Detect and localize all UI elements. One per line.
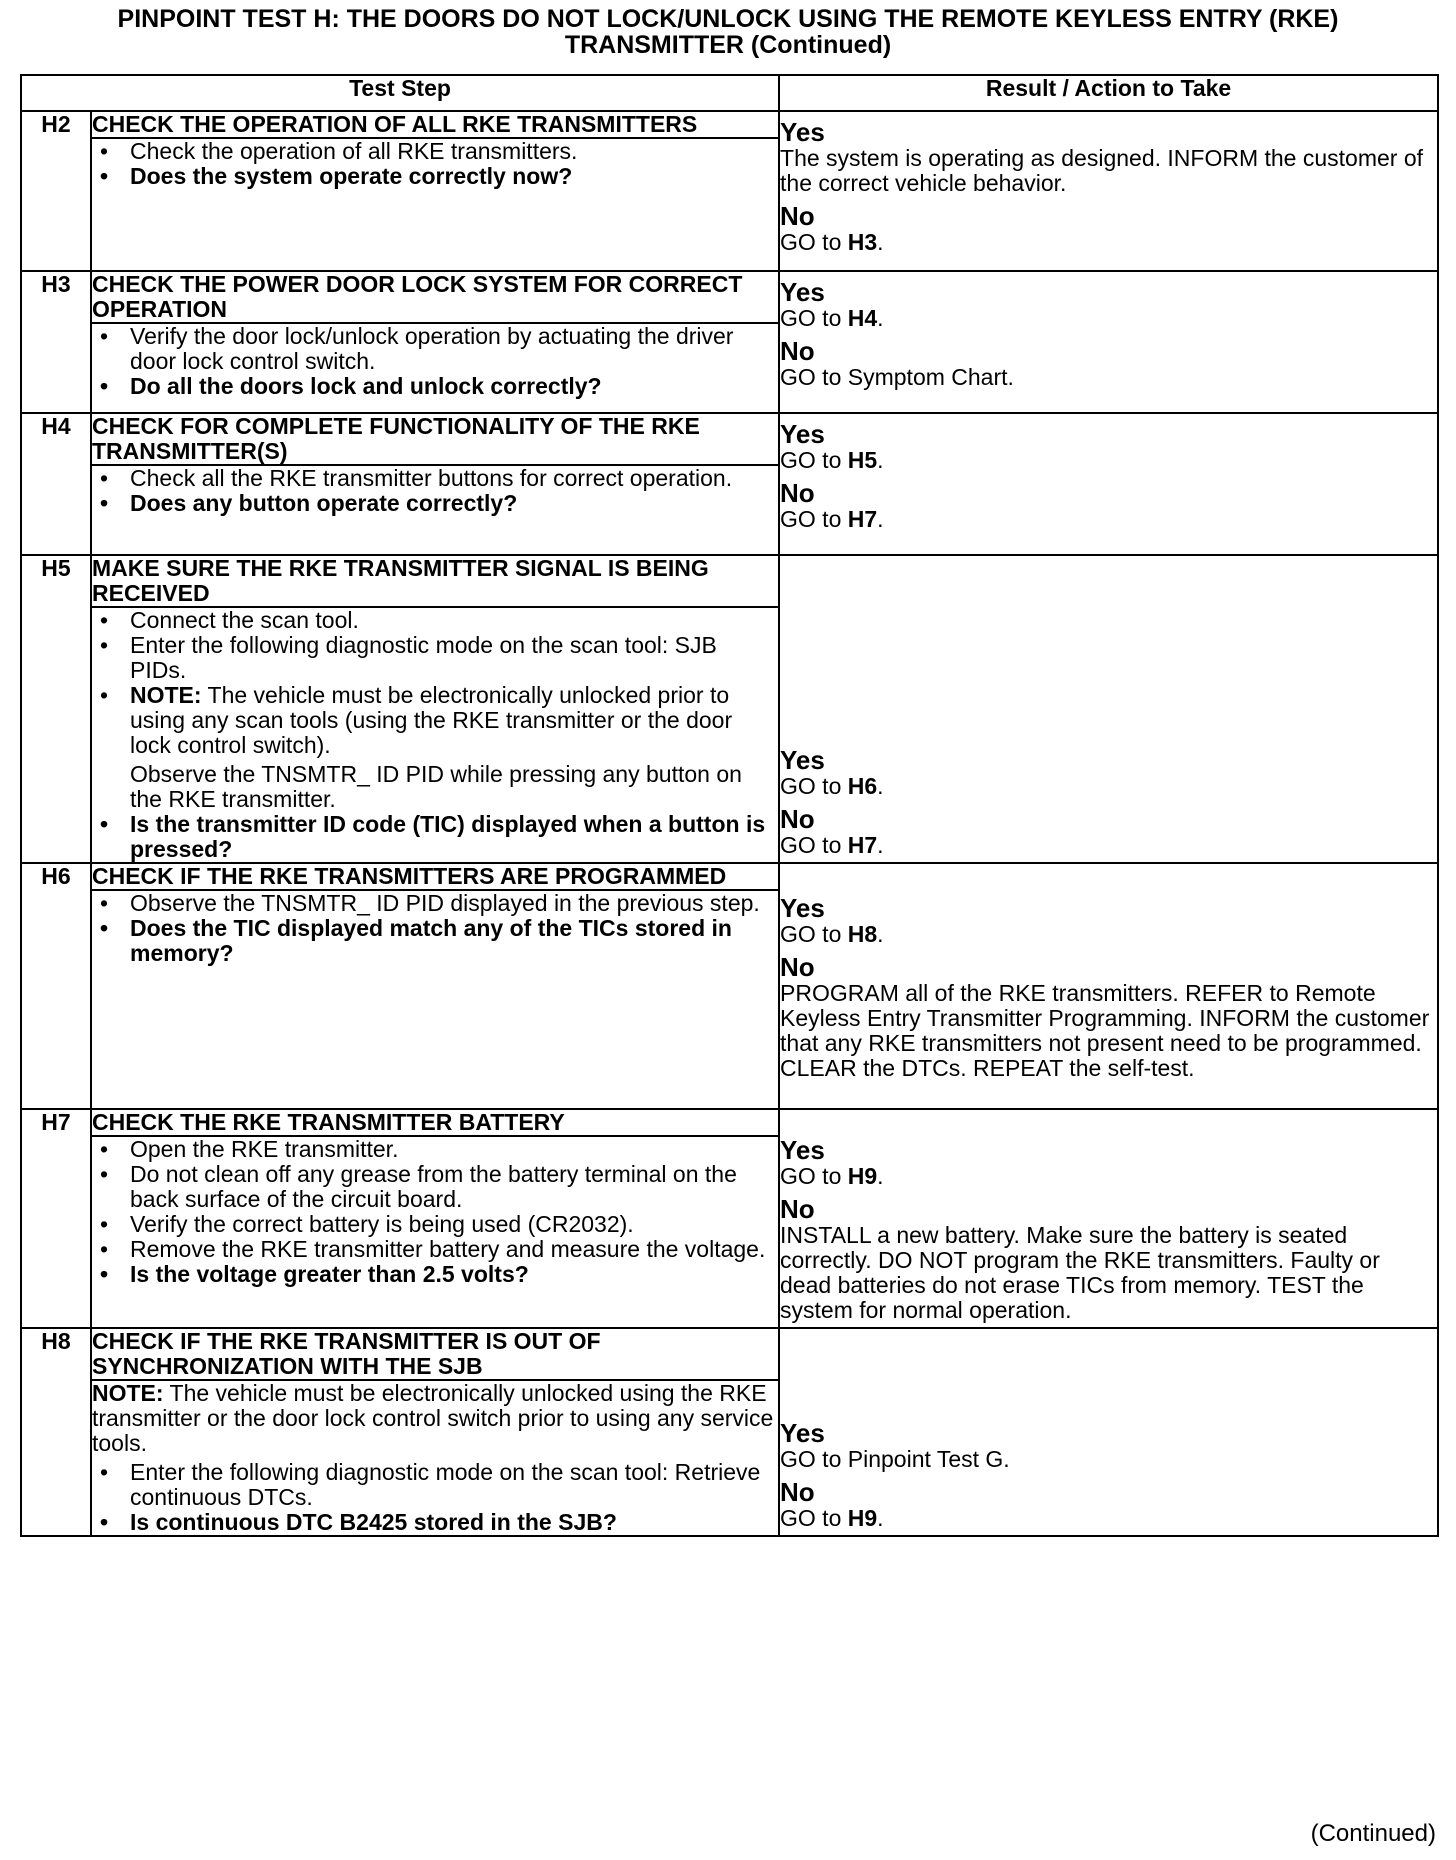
note-text: The vehicle must be electronically unlocked prior to using any scan tools (using the RKE transmitter or the door lock control switch). [130, 682, 733, 758]
title-line-2: TRANSMITTER (Continued) [564, 31, 892, 59]
step-id: H3 [21, 271, 91, 413]
no-action: INSTALL a new battery. Make sure the battery is seated correctly. DO NOT program the RKE transmitters. Faulty or dead batteries do not erase TICs from memory. TEST the system for normal operation. [780, 1222, 1380, 1323]
yes-action: GO to H8. [780, 921, 884, 947]
step-bullet: • Check the operation of all RKE transmitters. [92, 139, 778, 164]
step-bullet: • Enter the following diagnostic mode on the scan tool: SJB PIDs. [92, 633, 778, 683]
no-label: No [780, 1477, 815, 1507]
step-id: H6 [21, 863, 91, 1109]
step-bullet: • Remove the RKE transmitter battery and measure the voltage. [92, 1237, 778, 1262]
no-label: No [780, 952, 815, 982]
continued-footer: (Continued) [1310, 1820, 1436, 1847]
step-title: CHECK THE POWER DOOR LOCK SYSTEM FOR CORRECT OPERATION [91, 271, 779, 323]
step-title: CHECK IF THE RKE TRANSMITTER IS OUT OF SYNCHRONIZATION WITH THE SJB [91, 1328, 779, 1380]
step-bullet: • Enter the following diagnostic mode on the scan tool: Retrieve continuous DTCs. [92, 1460, 778, 1510]
step-reference: H6 [847, 773, 878, 799]
step-reference: H7 [847, 832, 878, 858]
yes-action: GO to H5. [780, 447, 884, 473]
step-reference: H3 [847, 229, 878, 255]
step-h3-result [779, 271, 1438, 413]
step-body [91, 890, 779, 1109]
step-reference: H5 [847, 447, 878, 473]
step-h6-result [779, 863, 1438, 1109]
yes-label: Yes [780, 419, 825, 449]
step-title: CHECK FOR COMPLETE FUNCTIONALITY OF THE RKE TRANSMITTER(S) [91, 413, 779, 465]
note-label: NOTE: [92, 1380, 164, 1406]
step-id: H2 [21, 111, 91, 271]
table-header-row [21, 75, 1438, 111]
no-label: No [780, 1194, 815, 1224]
step-h8-result [779, 1328, 1438, 1536]
step-h5-result [779, 555, 1438, 863]
step-h8-title-row [21, 1328, 1438, 1380]
result-column-header: Result / Action to Take [779, 75, 1438, 111]
yes-label: Yes [780, 1418, 825, 1448]
no-action: GO to H3. [780, 229, 884, 255]
step-title: CHECK THE RKE TRANSMITTER BATTERY [91, 1109, 779, 1136]
step-body [91, 1380, 779, 1536]
step-reference: H9 [847, 1505, 878, 1531]
step-bullet: • Verify the correct battery is being used (CR2032). [92, 1212, 778, 1237]
no-label: No [780, 201, 815, 231]
step-bullet: • Observe the TNSMTR_ ID PID displayed in the previous step. [92, 891, 778, 916]
step-bullet: • Verify the door lock/unlock operation by actuating the driver door lock control switch. [92, 324, 778, 374]
step-h4-title-row [21, 413, 1438, 465]
step-note [92, 1381, 778, 1456]
no-label: No [780, 336, 815, 366]
step-title: CHECK THE OPERATION OF ALL RKE TRANSMITTERS [91, 111, 779, 138]
step-h4-result [779, 413, 1438, 555]
step-h7-title-row [21, 1109, 1438, 1136]
yes-label: Yes [780, 1135, 825, 1165]
yes-action: GO to Pinpoint Test G. [780, 1446, 1010, 1472]
step-bullet: • Check all the RKE transmitter buttons for correct operation. [92, 466, 778, 491]
step-id: H8 [21, 1328, 91, 1536]
step-question: • Is continuous DTC B2425 stored in the SJB? [92, 1510, 778, 1535]
no-action: GO to H9. [780, 1505, 884, 1531]
step-title: CHECK IF THE RKE TRANSMITTERS ARE PROGRAMMED [91, 863, 779, 890]
step-h3-title-row [21, 271, 1438, 323]
step-body [91, 465, 779, 555]
step-continuation: Observe the TNSMTR_ ID PID while pressing any button on the RKE transmitter. [130, 761, 742, 812]
step-title: MAKE SURE THE RKE TRANSMITTER SIGNAL IS BEING RECEIVED [91, 555, 779, 607]
yes-action: GO to H6. [780, 773, 884, 799]
step-bullet: • Open the RKE transmitter. [92, 1137, 778, 1162]
step-question: • Is the voltage greater than 2.5 volts? [92, 1262, 778, 1287]
step-id: H7 [21, 1109, 91, 1328]
no-action: PROGRAM all of the RKE transmitters. REFER to Remote Keyless Entry Transmitter Programming. INFORM the customer that any RKE transmitters not present need to be programmed. CLEAR the DTCs. REPEAT the self-test. [780, 980, 1430, 1081]
step-h5-title-row [21, 555, 1438, 607]
yes-label: Yes [780, 745, 825, 775]
step-reference: H8 [847, 921, 878, 947]
step-question: • Does any button operate correctly? [92, 491, 778, 516]
no-action: GO to Symptom Chart. [780, 364, 1014, 390]
note-label: NOTE: [130, 682, 202, 708]
no-label: No [780, 804, 815, 834]
yes-label: Yes [780, 893, 825, 923]
yes-label: Yes [780, 117, 825, 147]
step-question: • Do all the doors lock and unlock correctly? [92, 374, 778, 399]
note-text: The vehicle must be electronically unlocked using the RKE transmitter or the door lock control switch prior to using any service tools. [92, 1380, 774, 1456]
step-h2-result [779, 111, 1438, 271]
step-body [91, 607, 779, 863]
step-reference: H4 [847, 305, 878, 331]
step-id: H4 [21, 413, 91, 555]
yes-action: The system is operating as designed. INFORM the customer of the correct vehicle behavior. [780, 145, 1424, 196]
step-question: • Is the transmitter ID code (TIC) displayed when a button is pressed? [92, 812, 778, 862]
step-reference: H9 [847, 1163, 878, 1189]
step-question: • Does the system operate correctly now? [92, 164, 778, 189]
step-h2-title-row [21, 111, 1438, 138]
step-body [91, 1136, 779, 1328]
no-action: GO to H7. [780, 506, 884, 532]
page-title [0, 6, 1456, 58]
step-h6-title-row [21, 863, 1438, 890]
yes-action: GO to H9. [780, 1163, 884, 1189]
step-question: • Does the TIC displayed match any of the TICs stored in memory? [92, 916, 778, 966]
step-id: H5 [21, 555, 91, 863]
title-line-1: PINPOINT TEST H: THE DOORS DO NOT LOCK/UNLOCK USING THE REMOTE KEYLESS ENTRY (RKE) [117, 5, 1339, 33]
no-label: No [780, 478, 815, 508]
step-h7-result [779, 1109, 1438, 1328]
step-body [91, 323, 779, 413]
pinpoint-test-table [20, 74, 1439, 1537]
yes-action: GO to H4. [780, 305, 884, 331]
step-bullet: • Connect the scan tool. [92, 608, 778, 633]
yes-label: Yes [780, 277, 825, 307]
step-reference: H7 [847, 506, 878, 532]
step-note-bullet [92, 683, 778, 758]
step-bullet: • Do not clean off any grease from the battery terminal on the back surface of the circuit board. [92, 1162, 778, 1212]
step-body [91, 138, 779, 271]
no-action: GO to H7. [780, 832, 884, 858]
test-step-column-header: Test Step [21, 75, 779, 111]
